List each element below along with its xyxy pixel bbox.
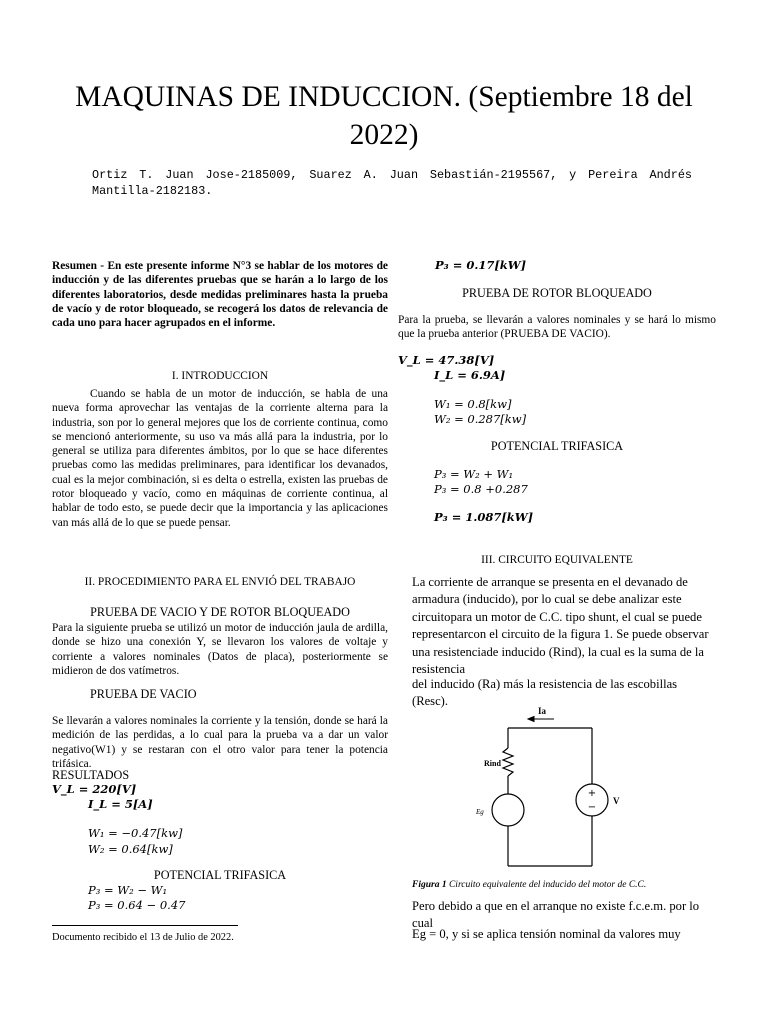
vacio-power-result: P₃ = 0.17[kW] (435, 258, 527, 272)
svg-text:+: + (587, 788, 597, 799)
circuit-paragraph-continued: del inducido (Ra) más la resistencia de las escobillas (Resc). (412, 677, 678, 709)
current-arrow-icon (528, 717, 554, 722)
after-figure-paragraph-continued: Eg = 0, y si se aplica tensión nominal da valores muy (412, 927, 681, 941)
vacio-power-values: P₃ = 0.64 − 0.47 (88, 898, 186, 912)
rind-label: Rind (484, 759, 501, 768)
abstract: Resumen - En este presente informe N°3 se hablar de los motores de inducción y de las diferentes pruebas que se harán a lo largo de los diferentes laboratorios, desde medidas preliminares hasta la prueba de vacío y de rotor bloqueado, se recogerá los datos de relevancia de cada uno para hacer agrupados en el informe. (52, 260, 388, 330)
vacio-power-formula: P₃ = W₂ − W₁ (88, 883, 168, 897)
rotor-line-voltage: V_L = 47.38[V] (398, 353, 495, 367)
subheading-rotor-bloqueado: PRUEBA DE ROTOR BLOQUEADO (462, 286, 652, 300)
rotor-wattmeter-1: W₁ = 0.8[kw] (434, 397, 512, 411)
vacio-wattmeter-2: W₂ = 0.64[kw] (88, 842, 173, 856)
eg-label: Eg (476, 808, 484, 816)
figure-caption (412, 880, 722, 890)
rotor-line-current: I_L = 6.9A] (434, 368, 506, 382)
v-label: V (613, 796, 620, 806)
section-heading-introduction: I. INTRODUCCION (171, 370, 269, 382)
rotor-wattmeter-2: W₂ = 0.287[kw] (434, 412, 527, 426)
introduction-paragraph: Cuando se habla de un motor de inducción, se habla de una nueva forma aprovechar las ventajas de la corriente alterna para la industria, son por lo general mejores que los de corriente continua, como se mencionó anteriormente, su uso va más allá para la industria, por lo general se utiliza para diferentes ámbitos, por lo que se hace diferentes pruebas como las medidas preliminares, para identificar los devanados, cual es la mejor combinación, si es delta o estrella, existen las pruebas de rotor bloqueado y vacío, como en máquinas de corriente continua, al hablar de todo esto, se puede decir que la importancia y las aplicaciones van más allá de lo que se puede pensar. (52, 388, 388, 529)
ia-label: Ia (537, 706, 547, 716)
procedure-paragraph: Para la siguiente prueba se utilizó un motor de inducción jaula de ardilla, donde se hizo una conexión Y, se llevaron los valores de voltaje y corriente a valores nominales (Datos de placa), posteriormente se midieron de dos vatímetros. (52, 622, 388, 677)
after-figure-paragraph: Pero debido a que en el arranque no existe f.c.e.m. por lo cual (412, 899, 700, 931)
subheading-prueba-vacio: PRUEBA DE VACIO (90, 687, 197, 701)
footnote: Documento recibido el 13 de Julio de 2022. (52, 932, 234, 943)
vacio-wattmeter-1: W₁ = −0.47[kw] (88, 826, 183, 840)
figure-caption-text: Circuito equivalente del inducido del motor de C.C. (448, 880, 647, 890)
potencial-trifasica-heading-1: POTENCIAL TRIFASICA (153, 868, 287, 882)
vacio-line-current: I_L = 5[A] (88, 797, 153, 811)
footnote-rule (52, 925, 238, 926)
rotor-paragraph: Para la prueba, se llevarán a valores nominales y se hará lo mismo que la prueba anterior (PRUEBA DE VACIO). (398, 314, 716, 341)
circuit-paragraph: La corriente de arranque se presenta en el devanado de armadura (inducido), por lo cual se debe analizar este circuitopara un motor de C.C. tipo shunt, el cual se puede representarcon el circuito de la figura 1. Se puede observar una resistenciade inducido (Rind), la cual es la suma de la resistencia (412, 575, 709, 677)
resultados-label: RESULTADOS (52, 768, 130, 782)
vacio-line-voltage: V_L = 220[V] (52, 782, 137, 796)
section-heading-circuito: III. CIRCUITO EQUIVALENTE (481, 554, 633, 566)
rotor-power-formula: P₃ = W₂ + W₁ (434, 467, 514, 481)
equivalent-circuit-figure (470, 700, 630, 872)
rotor-power-result: P₃ = 1.087[kW] (434, 510, 534, 524)
svg-text:−: − (587, 802, 597, 813)
subheading-vacio-rotor: PRUEBA DE VACIO Y DE ROTOR BLOQUEADO (90, 605, 350, 619)
paper-title: MAQUINAS DE INDUCCION. (Septiembre 18 del 2022) (75, 81, 693, 151)
section-heading-procedimiento: II. PROCEDIMIENTO PARA EL ENVIÓ DEL TRABAJO (84, 576, 356, 588)
author-list: Ortiz T. Juan Jose-2185009, Suarez A. Juan Sebastián-2195567, y Pereira Andrés Mantilla-2182183. (92, 168, 692, 198)
rotor-power-values: P₃ = 0.8 +0.287 (434, 482, 528, 496)
figure-caption-label: Figura 1 (412, 880, 447, 890)
eg-source-icon (492, 794, 524, 826)
potencial-trifasica-heading-2: POTENCIAL TRIFASICA (490, 439, 624, 453)
vacio-paragraph: Se llevarán a valores nominales la corriente y la tensión, donde se hará la medición de las perdidas, a lo cual para la prueba va a dar un valor negativo(W1) y se restaran con el otro valor para tener la potencia trifásica. (52, 715, 388, 770)
